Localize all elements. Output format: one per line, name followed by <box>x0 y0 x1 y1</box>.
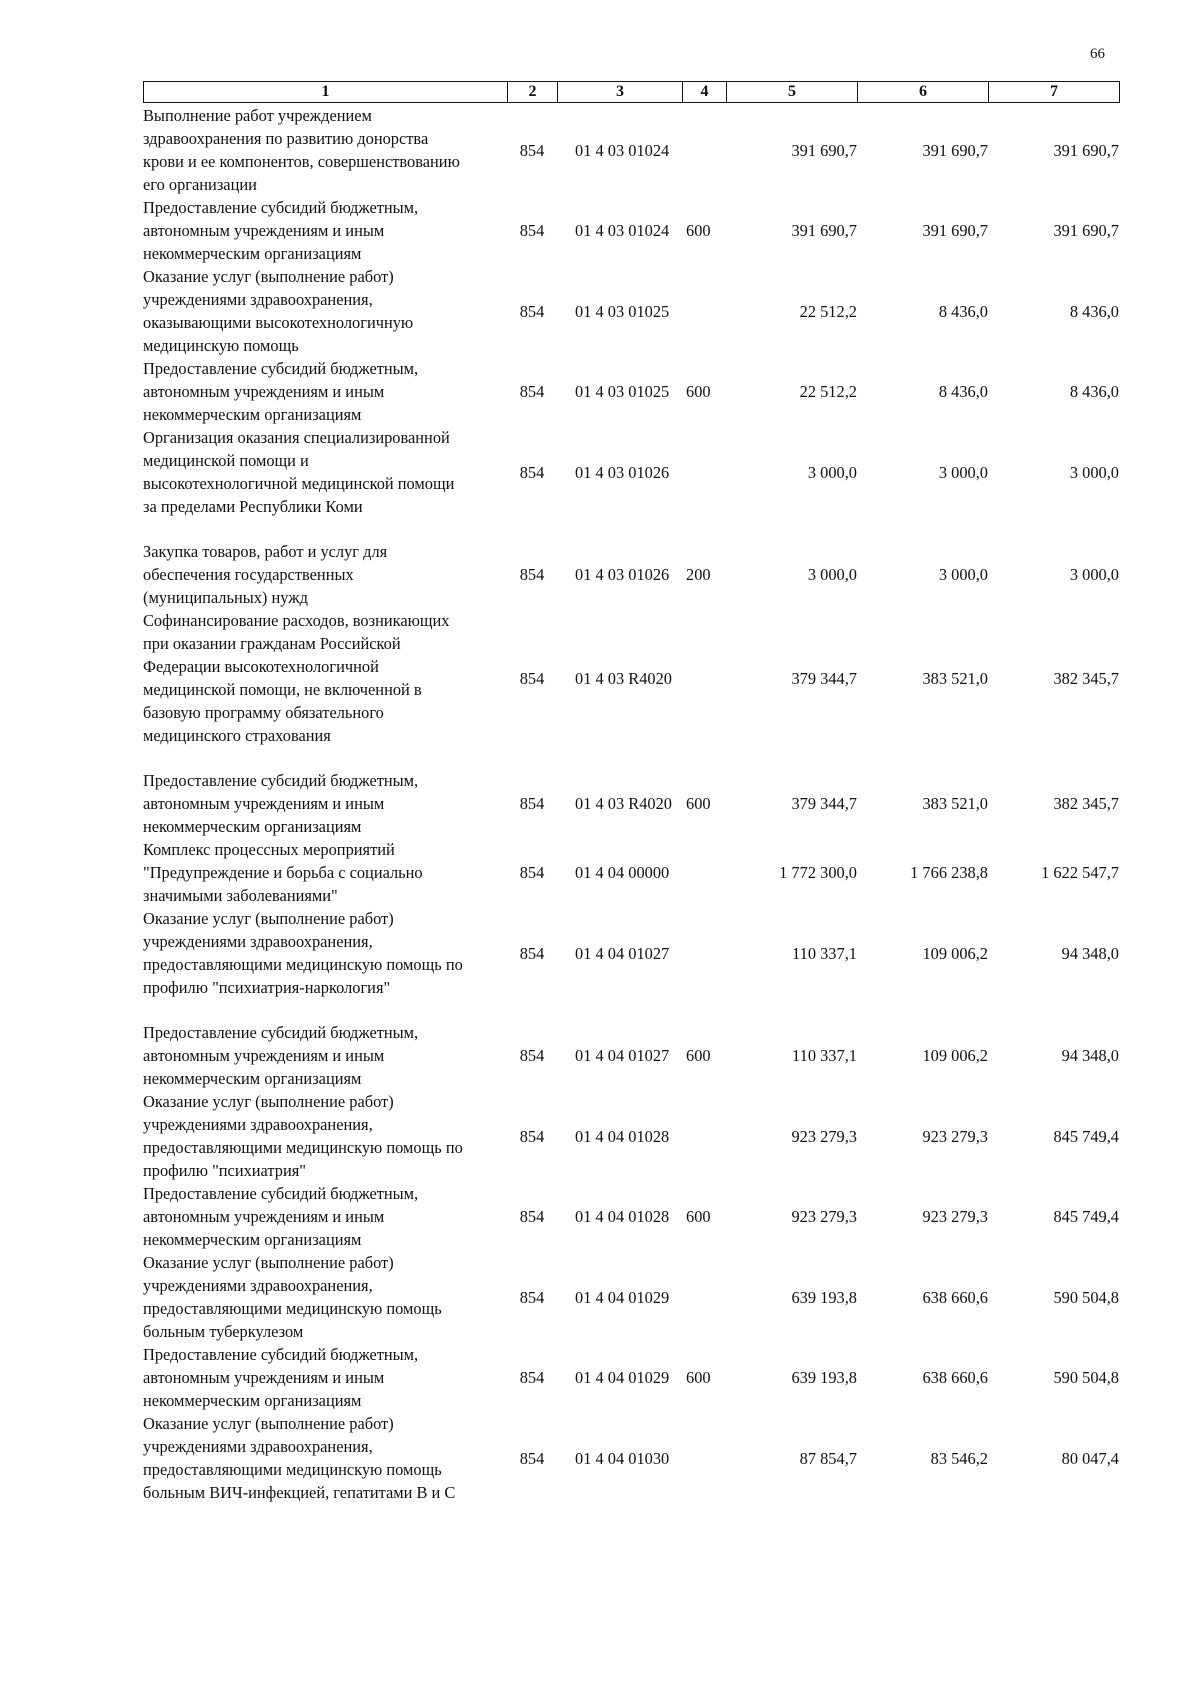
row-amount-col5: 22 512,2 <box>799 382 857 401</box>
row-target-article: 01 4 03 01025 <box>575 382 670 401</box>
row-amount-col6: 383 521,0 <box>922 668 988 688</box>
row-amount-col7: 80 047,4 <box>1061 1448 1119 1468</box>
row-grbs-code: 854 <box>519 565 545 584</box>
row-amount-col7: 391 690,7 <box>1053 140 1119 160</box>
table-row <box>143 1182 1119 1251</box>
row-name: Оказание услуг (выполнение работ) учреждениями здравоохранения, предоставляющими медицинскую помощь по профилю "психиатрия-наркология" <box>143 909 463 997</box>
row-expense-type: 600 <box>686 382 711 401</box>
table-row <box>143 609 1119 747</box>
row-target-article: 01 4 03 R4020 <box>575 668 672 688</box>
row-target-article: 01 4 04 00000 <box>575 863 670 882</box>
row-amount-col7: 1 622 547,7 <box>1041 863 1119 882</box>
row-amount-col5: 391 690,7 <box>791 221 857 240</box>
row-name: Закупка товаров, работ и услуг для обеспечения государственных (муниципальных) нужд <box>143 542 388 607</box>
row-grbs-code: 854 <box>519 794 545 813</box>
row-name: Предоставление субсидий бюджетным, автономным учреждениям и иным некоммерческим организациям <box>143 359 419 424</box>
table-row <box>143 426 1119 518</box>
row-amount-col7: 8 436,0 <box>1069 301 1119 321</box>
row-grbs-code: 854 <box>519 1046 545 1065</box>
row-amount-col7: 3 000,0 <box>1069 565 1119 584</box>
row-name: Предоставление субсидий бюджетным, автономным учреждениям и иным некоммерческим организациям <box>143 771 419 836</box>
table-row <box>143 357 1119 426</box>
table-row <box>143 1343 1119 1412</box>
row-name: Предоставление субсидий бюджетным, автономным учреждениям и иным некоммерческим организациям <box>143 1023 419 1088</box>
row-name: Предоставление субсидий бюджетным, автономным учреждениям и иным некоммерческим организациям <box>143 198 419 263</box>
column-header-1: 1 <box>144 82 508 103</box>
budget-table-body <box>143 104 1119 1504</box>
table-row <box>143 265 1119 357</box>
row-amount-col6: 923 279,3 <box>922 1126 988 1146</box>
row-amount-col5: 22 512,2 <box>799 301 857 321</box>
column-header-row <box>144 82 1120 103</box>
column-header-4: 4 <box>683 82 727 103</box>
row-name: Софинансирование расходов, возникающих при оказании гражданам Российской Федерации высокотехнологичной медицинской помощи, не включенной в базовую программу обязательного медицинского страхования <box>143 611 450 745</box>
row-expense-type: 200 <box>686 565 711 584</box>
row-amount-col7: 845 749,4 <box>1053 1207 1119 1226</box>
row-expense-type: 600 <box>686 1207 711 1226</box>
row-grbs-code: 854 <box>519 462 545 482</box>
column-header-6: 6 <box>858 82 989 103</box>
row-amount-col7: 94 348,0 <box>1061 1046 1119 1065</box>
row-amount-col6: 8 436,0 <box>938 382 988 401</box>
row-amount-col6: 638 660,6 <box>922 1368 988 1387</box>
row-amount-col5: 1 772 300,0 <box>779 863 857 882</box>
table-row <box>143 196 1119 265</box>
row-target-article: 01 4 04 01027 <box>575 943 670 963</box>
column-header-table <box>143 81 1120 103</box>
page-number: 66 <box>1090 46 1105 62</box>
row-grbs-code: 854 <box>519 221 545 240</box>
row-amount-col7: 382 345,7 <box>1053 668 1119 688</box>
column-header-2: 2 <box>508 82 558 103</box>
row-target-article: 01 4 04 01027 <box>575 1046 670 1065</box>
row-spacer <box>143 518 1119 540</box>
table-row <box>143 838 1119 907</box>
row-amount-col6: 109 006,2 <box>922 943 988 963</box>
row-name: Выполнение работ учреждением здравоохранения по развитию донорства крови и ее компонентов, совершенствованию его организации <box>143 106 460 194</box>
row-name: Предоставление субсидий бюджетным, автономным учреждениям и иным некоммерческим организациям <box>143 1345 419 1410</box>
row-target-article: 01 4 03 01026 <box>575 462 670 482</box>
row-amount-col7: 3 000,0 <box>1069 462 1119 482</box>
row-target-article: 01 4 03 01025 <box>575 301 670 321</box>
row-amount-col5: 639 193,8 <box>791 1287 857 1307</box>
row-amount-col7: 590 504,8 <box>1053 1287 1119 1307</box>
row-target-article: 01 4 04 01029 <box>575 1287 670 1307</box>
row-amount-col5: 110 337,1 <box>792 943 857 963</box>
row-amount-col7: 391 690,7 <box>1053 221 1119 240</box>
row-amount-col7: 845 749,4 <box>1053 1126 1119 1146</box>
column-header-7: 7 <box>989 82 1120 103</box>
row-grbs-code: 854 <box>519 140 545 160</box>
row-amount-col7: 382 345,7 <box>1053 794 1119 813</box>
table-row <box>143 104 1119 196</box>
row-amount-col6: 638 660,6 <box>922 1287 988 1307</box>
row-amount-col6: 3 000,0 <box>938 565 988 584</box>
row-amount-col6: 923 279,3 <box>922 1207 988 1226</box>
row-amount-col7: 590 504,8 <box>1053 1368 1119 1387</box>
row-name: Оказание услуг (выполнение работ) учреждениями здравоохранения, предоставляющими медицинскую помощь больным ВИЧ-инфекцией, гепатитами В и С <box>143 1414 456 1502</box>
column-header-5: 5 <box>727 82 858 103</box>
row-expense-type: 600 <box>686 1368 711 1387</box>
row-target-article: 01 4 04 01030 <box>575 1448 670 1468</box>
row-amount-col5: 3 000,0 <box>807 565 857 584</box>
row-amount-col7: 8 436,0 <box>1069 382 1119 401</box>
table-row <box>143 1021 1119 1090</box>
row-name: Оказание услуг (выполнение работ) учреждениями здравоохранения, оказывающими высокотехнологичную медицинскую помощь <box>143 267 414 355</box>
table-row <box>143 907 1119 999</box>
table-row <box>143 769 1119 838</box>
row-expense-type: 600 <box>686 1046 711 1065</box>
table-row <box>143 1412 1119 1504</box>
row-amount-col5: 3 000,0 <box>807 462 857 482</box>
row-amount-col5: 639 193,8 <box>791 1368 857 1387</box>
row-target-article: 01 4 04 01028 <box>575 1207 670 1226</box>
row-spacer <box>143 747 1119 769</box>
row-grbs-code: 854 <box>519 863 545 882</box>
table-row <box>143 540 1119 609</box>
row-name: Организация оказания специализированной медицинской помощи и высокотехнологичной медицинской помощи за пределами Республики Коми <box>143 428 455 516</box>
row-target-article: 01 4 03 01024 <box>575 140 670 160</box>
row-amount-col6: 391 690,7 <box>922 140 988 160</box>
row-name: Оказание услуг (выполнение работ) учреждениями здравоохранения, предоставляющими медицинскую помощь по профилю "психиатрия" <box>143 1092 463 1180</box>
row-grbs-code: 854 <box>519 1207 545 1226</box>
row-amount-col6: 3 000,0 <box>938 462 988 482</box>
row-target-article: 01 4 04 01029 <box>575 1368 670 1387</box>
row-amount-col6: 109 006,2 <box>922 1046 988 1065</box>
row-grbs-code: 854 <box>519 1368 545 1387</box>
row-grbs-code: 854 <box>519 301 545 321</box>
row-amount-col5: 379 344,7 <box>791 794 857 813</box>
row-amount-col7: 94 348,0 <box>1061 943 1119 963</box>
row-target-article: 01 4 03 R4020 <box>575 794 672 813</box>
row-target-article: 01 4 03 01026 <box>575 565 670 584</box>
row-target-article: 01 4 03 01024 <box>575 221 670 240</box>
row-grbs-code: 854 <box>519 943 545 963</box>
row-amount-col5: 87 854,7 <box>799 1448 857 1468</box>
row-target-article: 01 4 04 01028 <box>575 1126 670 1146</box>
row-amount-col6: 83 546,2 <box>930 1448 988 1468</box>
row-amount-col6: 1 766 238,8 <box>910 863 988 882</box>
table-row <box>143 1090 1119 1182</box>
row-expense-type: 600 <box>686 221 711 240</box>
row-amount-col6: 8 436,0 <box>938 301 988 321</box>
row-expense-type: 600 <box>686 794 711 813</box>
row-name: Предоставление субсидий бюджетным, автономным учреждениям и иным некоммерческим организациям <box>143 1184 419 1249</box>
row-amount-col5: 923 279,3 <box>791 1126 857 1146</box>
row-amount-col5: 110 337,1 <box>792 1046 857 1065</box>
row-amount-col5: 379 344,7 <box>791 668 857 688</box>
row-spacer <box>143 999 1119 1021</box>
row-amount-col6: 383 521,0 <box>922 794 988 813</box>
row-amount-col5: 923 279,3 <box>791 1207 857 1226</box>
table-row <box>143 1251 1119 1343</box>
row-grbs-code: 854 <box>519 1126 545 1146</box>
row-amount-col6: 391 690,7 <box>922 221 988 240</box>
row-grbs-code: 854 <box>519 1287 545 1307</box>
row-amount-col5: 391 690,7 <box>791 140 857 160</box>
row-name: Оказание услуг (выполнение работ) учреждениями здравоохранения, предоставляющими медицинскую помощь больным туберкулезом <box>143 1253 442 1341</box>
row-name: Комплекс процессных мероприятий "Предупреждение и борьба с социально значимыми заболеваниями" <box>143 840 423 905</box>
column-header-3: 3 <box>558 82 683 103</box>
row-grbs-code: 854 <box>519 382 545 401</box>
row-grbs-code: 854 <box>519 668 545 688</box>
row-grbs-code: 854 <box>519 1448 545 1468</box>
